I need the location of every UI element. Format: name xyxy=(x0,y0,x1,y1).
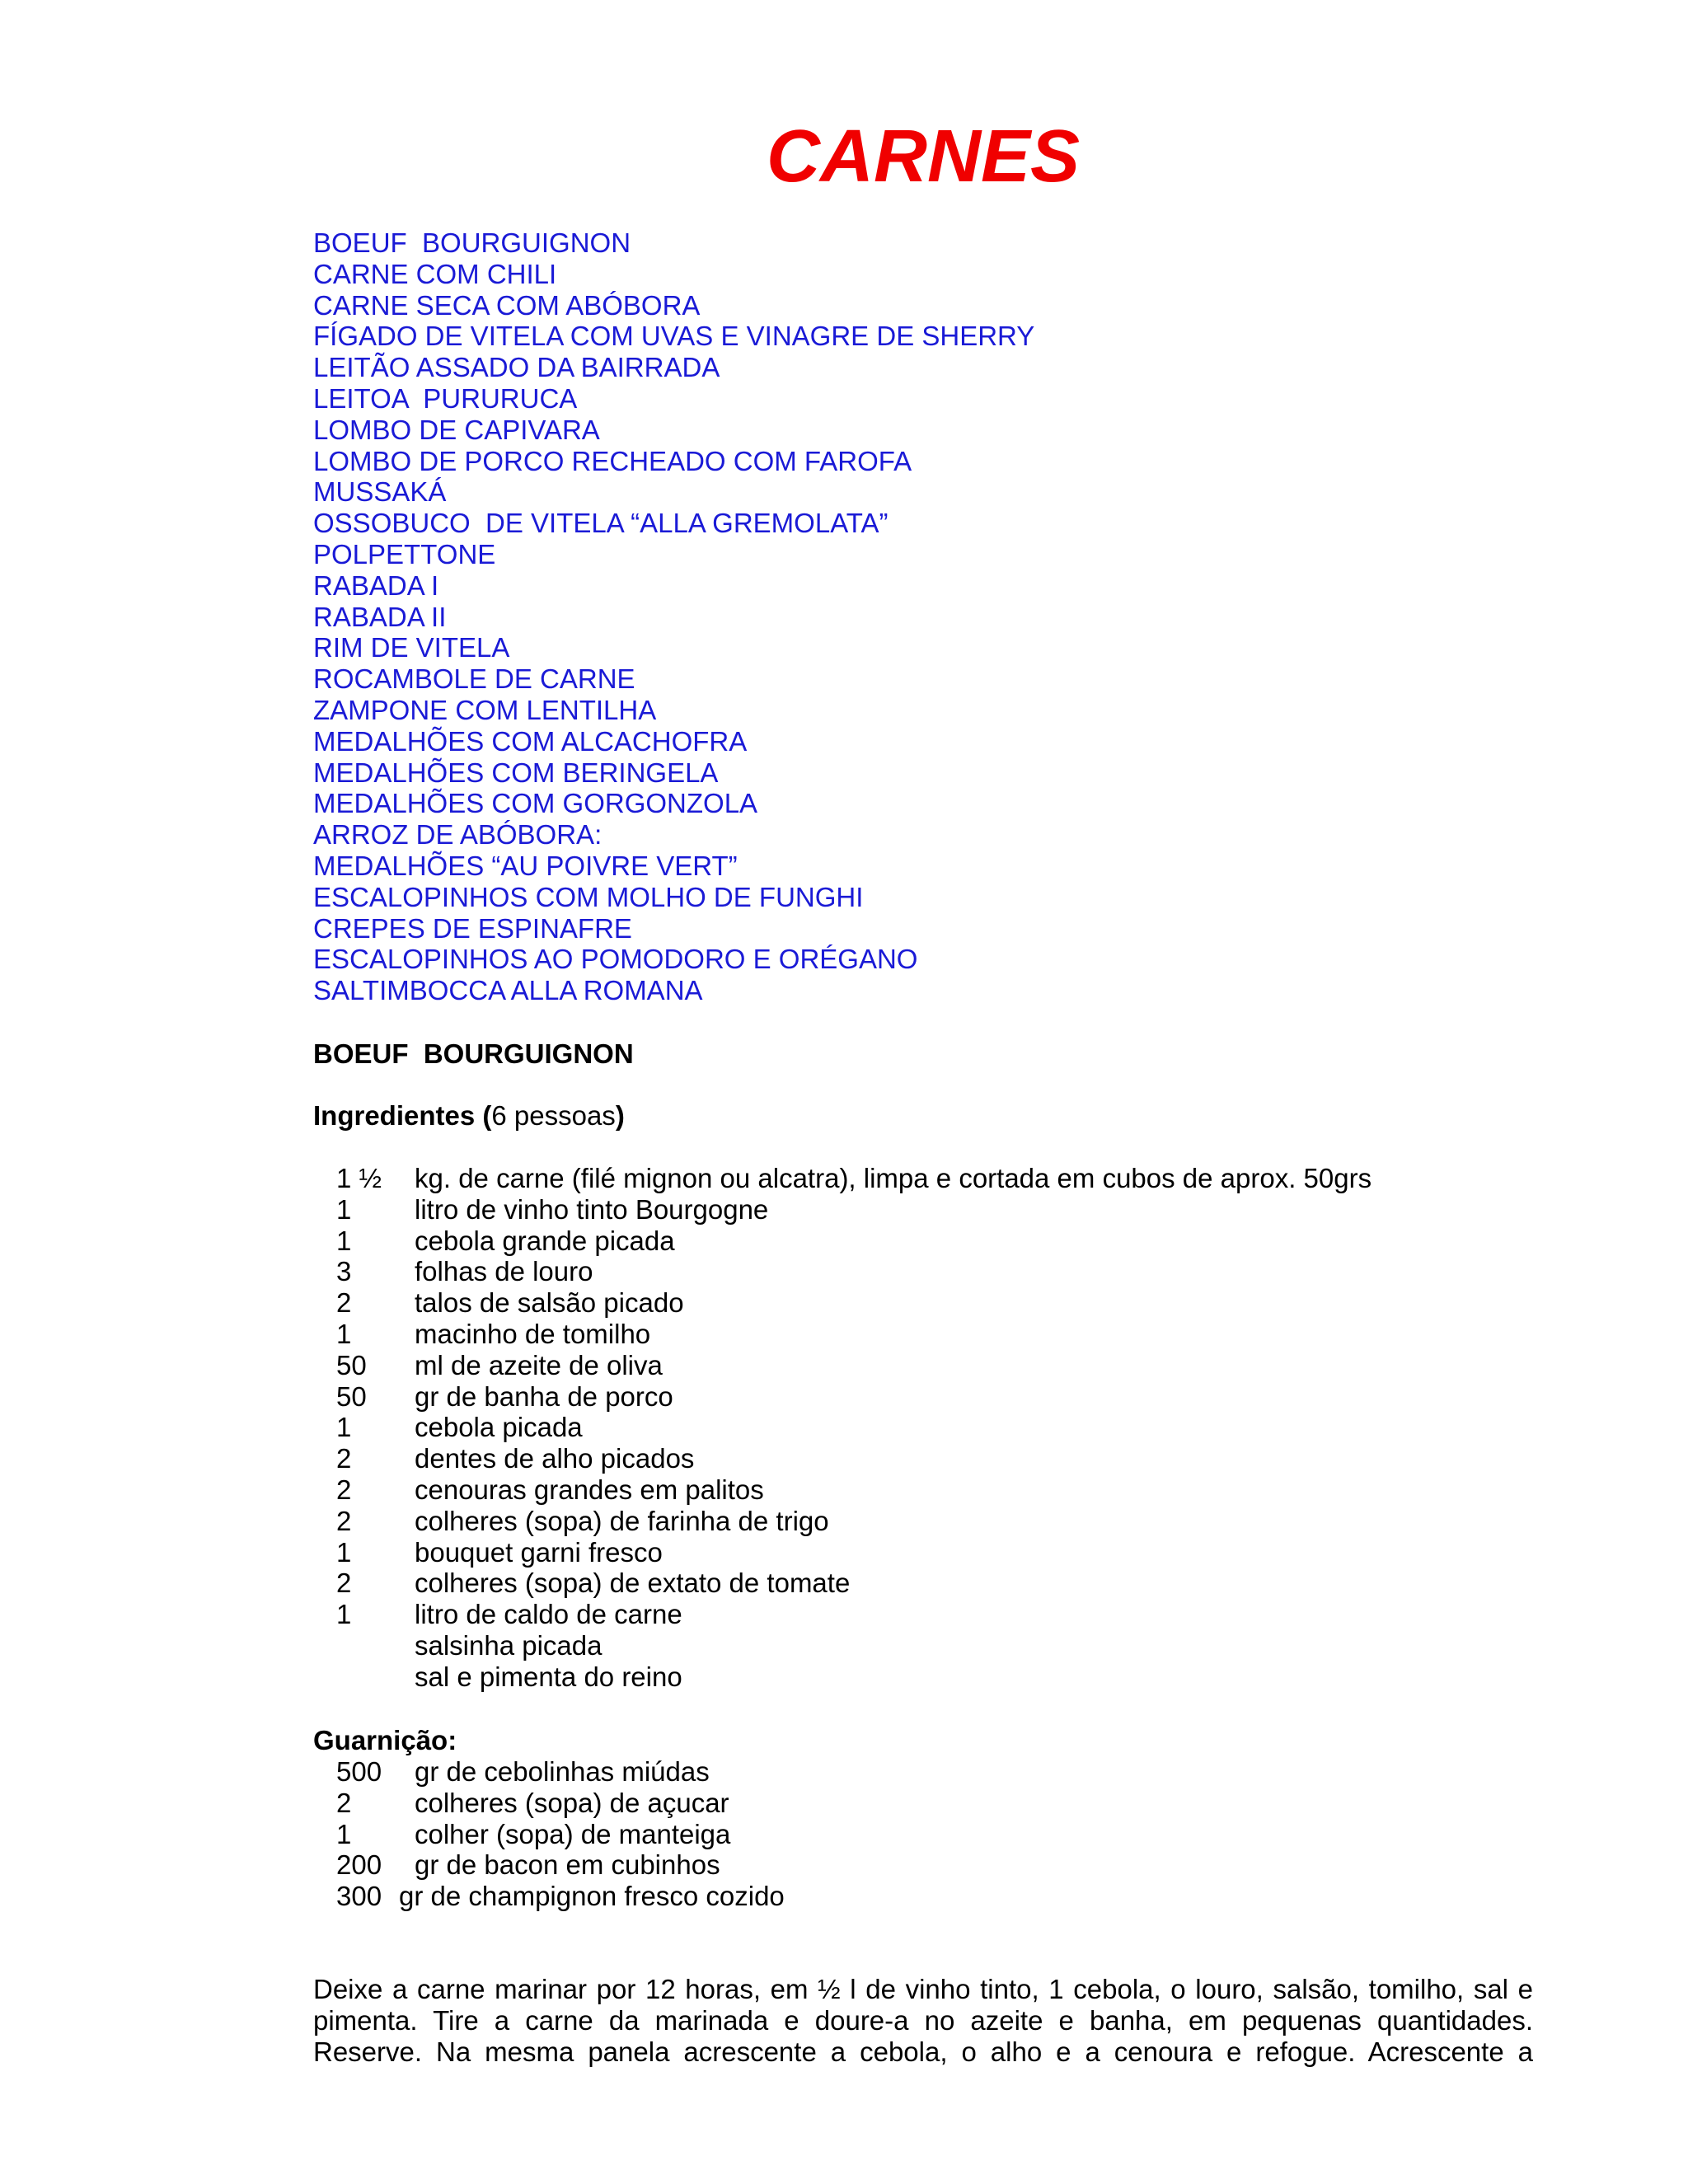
toc-link[interactable]: SALTIMBOCCA ALLA ROMANA xyxy=(313,975,703,1006)
toc-link[interactable]: RABADA II xyxy=(313,601,447,632)
ingredient-row xyxy=(336,1256,1372,1287)
ingredient-description: gr de cebolinhas miúdas xyxy=(415,1756,710,1787)
toc-link[interactable]: LOMBO DE PORCO RECHEADO COM FAROFA xyxy=(313,445,912,476)
servings: 6 pessoas xyxy=(491,1100,616,1131)
ingredient-description: litro de caldo de carne xyxy=(415,1599,682,1630)
toc-link[interactable]: MUSSAKÁ xyxy=(313,476,447,508)
ingredient-row xyxy=(336,1412,1372,1443)
toc-link[interactable]: CREPES DE ESPINAFRE xyxy=(313,912,632,944)
quantity: 300 xyxy=(336,1881,382,1912)
toc-link[interactable]: CARNE COM CHILI xyxy=(313,258,557,289)
toc-link[interactable]: ROCAMBOLE DE CARNE xyxy=(313,663,635,695)
toc-link[interactable]: ZAMPONE COM LENTILHA xyxy=(313,694,657,725)
quantity: 2 xyxy=(336,1505,352,1536)
quantity: 50 xyxy=(336,1349,367,1380)
toc-link[interactable]: MEDALHÕES COM ALCACHOFRA xyxy=(313,725,748,757)
quantity: 3 xyxy=(336,1256,352,1287)
toc-link[interactable]: ESCALOPINHOS AO POMODORO E ORÉGANO xyxy=(313,944,918,975)
quantity: 1 xyxy=(336,1818,352,1849)
ingredients-label: Ingredientes ( xyxy=(313,1100,492,1131)
toc-link[interactable]: FÍGADO DE VITELA COM UVAS E VINAGRE DE SHERRY xyxy=(313,321,1035,352)
toc-link[interactable]: BOEUF BOURGUIGNON xyxy=(313,227,631,258)
toc-link[interactable]: MEDALHÕES COM BERINGELA xyxy=(313,757,719,788)
ingredient-description: folhas de louro xyxy=(415,1256,593,1287)
toc-link[interactable]: OSSOBUCO DE VITELA “ALLA GREMOLATA” xyxy=(313,508,889,539)
ingredient-row xyxy=(336,1350,1372,1381)
ingredient-description: gr de champignon fresco cozido xyxy=(399,1881,785,1912)
quantity: 50 xyxy=(336,1380,367,1412)
toc-link[interactable]: LEITOA PURURUCA xyxy=(313,382,578,414)
ingredients-close: ) xyxy=(615,1100,625,1131)
toc-link[interactable]: ESCALOPINHOS COM MOLHO DE FUNGHI xyxy=(313,881,864,912)
ingredient-description: colher (sopa) de manteiga xyxy=(415,1818,731,1849)
garnish-heading: Guarnição: xyxy=(313,1725,457,1755)
page-title: CARNES xyxy=(766,115,1081,198)
ingredient-row xyxy=(336,1226,1372,1257)
quantity: 200 xyxy=(336,1849,382,1881)
ingredient-row xyxy=(336,1381,1372,1413)
ingredient-description: cebola grande picada xyxy=(415,1225,675,1256)
toc-link[interactable]: CARNE SECA COM ABÓBORA xyxy=(313,289,701,321)
quantity: 500 xyxy=(336,1756,382,1787)
ingredient-description: gr de bacon em cubinhos xyxy=(415,1849,720,1881)
ingredient-row xyxy=(336,1506,1372,1537)
ingredient-description: colheres (sopa) de extato de tomate xyxy=(415,1568,851,1599)
quantity: 1 xyxy=(336,1536,352,1568)
ingredient-row xyxy=(336,1163,1372,1194)
recipe-instructions: Deixe a carne marinar por 12 horas, em ½ l de vinho tinto, 1 cebola, o louro, salsão, tomilho, sal e pimenta. Tire a carne da marinada e doure-a no azeite e banha, em pequenas quantidades. Reserve. Na mesma panela acrescente a cebola, o alho e a cenoura e refogue. Acrescente a xyxy=(313,1974,1533,2067)
quantity: 1 xyxy=(336,1318,352,1349)
quantity: 1 xyxy=(336,1599,352,1630)
garnish-row xyxy=(336,1756,785,1788)
ingredient-description: colheres (sopa) de açucar xyxy=(415,1787,729,1818)
garnish-row xyxy=(336,1849,785,1881)
toc-link[interactable]: LOMBO DE CAPIVARA xyxy=(313,414,600,445)
quantity: 1 ½ xyxy=(336,1163,382,1193)
ingredient-row xyxy=(336,1568,1372,1599)
toc-link[interactable]: MEDALHÕES “AU POIVRE VERT” xyxy=(313,850,738,881)
ingredient-description: bouquet garni fresco xyxy=(415,1536,663,1568)
toc-link[interactable]: ARROZ DE ABÓBORA: xyxy=(313,819,603,851)
ingredient-description: macinho de tomilho xyxy=(415,1318,651,1349)
recipe-title: BOEUF BOURGUIGNON xyxy=(313,1038,634,1069)
ingredient-row xyxy=(336,1319,1372,1350)
ingredient-description: kg. de carne (filé mignon ou alcatra), limpa e cortada em cubos de aprox. 50grs xyxy=(415,1163,1372,1193)
toc-link[interactable]: RIM DE VITELA xyxy=(313,632,510,663)
ingredient-row xyxy=(336,1599,1372,1630)
ingredient-description: salsinha picada xyxy=(415,1629,603,1661)
ingredient-description: cebola picada xyxy=(415,1412,583,1443)
garnish-row xyxy=(336,1819,785,1850)
quantity: 2 xyxy=(336,1787,352,1818)
toc-link[interactable]: LEITÃO ASSADO DA BAIRRADA xyxy=(313,352,720,383)
quantity: 2 xyxy=(336,1443,352,1474)
ingredient-description: cenouras grandes em palitos xyxy=(415,1474,764,1505)
toc-link[interactable]: POLPETTONE xyxy=(313,538,496,569)
ingredients-list xyxy=(336,1163,1372,1693)
ingredient-description: talos de salsão picado xyxy=(415,1287,684,1319)
ingredient-row xyxy=(336,1443,1372,1474)
ingredient-row xyxy=(336,1474,1372,1506)
toc-link[interactable]: RABADA I xyxy=(313,569,439,601)
quantity xyxy=(336,1630,415,1661)
ingredient-description: litro de vinho tinto Bourgogne xyxy=(415,1193,769,1225)
ingredient-row xyxy=(336,1630,1372,1661)
garnish-list xyxy=(336,1756,785,1912)
quantity: 2 xyxy=(336,1287,352,1319)
toc-link[interactable]: MEDALHÕES COM GORGONZOLA xyxy=(313,788,758,819)
ingredient-row xyxy=(336,1194,1372,1226)
ingredient-row xyxy=(336,1537,1372,1568)
ingredient-row xyxy=(336,1287,1372,1319)
ingredient-description: ml de azeite de oliva xyxy=(415,1349,663,1380)
quantity: 1 xyxy=(336,1412,352,1443)
quantity: 2 xyxy=(336,1474,352,1505)
garnish-row xyxy=(336,1881,785,1912)
garnish-row xyxy=(336,1788,785,1819)
ingredient-description: colheres (sopa) de farinha de trigo xyxy=(415,1505,829,1536)
ingredients-heading xyxy=(313,1100,625,1132)
table-of-contents xyxy=(313,227,1034,1006)
quantity xyxy=(336,1661,415,1693)
ingredient-description: dentes de alho picados xyxy=(415,1443,695,1474)
quantity: 1 xyxy=(336,1225,352,1256)
ingredient-row xyxy=(336,1661,1372,1693)
quantity: 2 xyxy=(336,1568,352,1599)
ingredient-description: gr de banha de porco xyxy=(415,1380,673,1412)
quantity: 1 xyxy=(336,1193,352,1225)
ingredient-description: sal e pimenta do reino xyxy=(415,1661,682,1692)
